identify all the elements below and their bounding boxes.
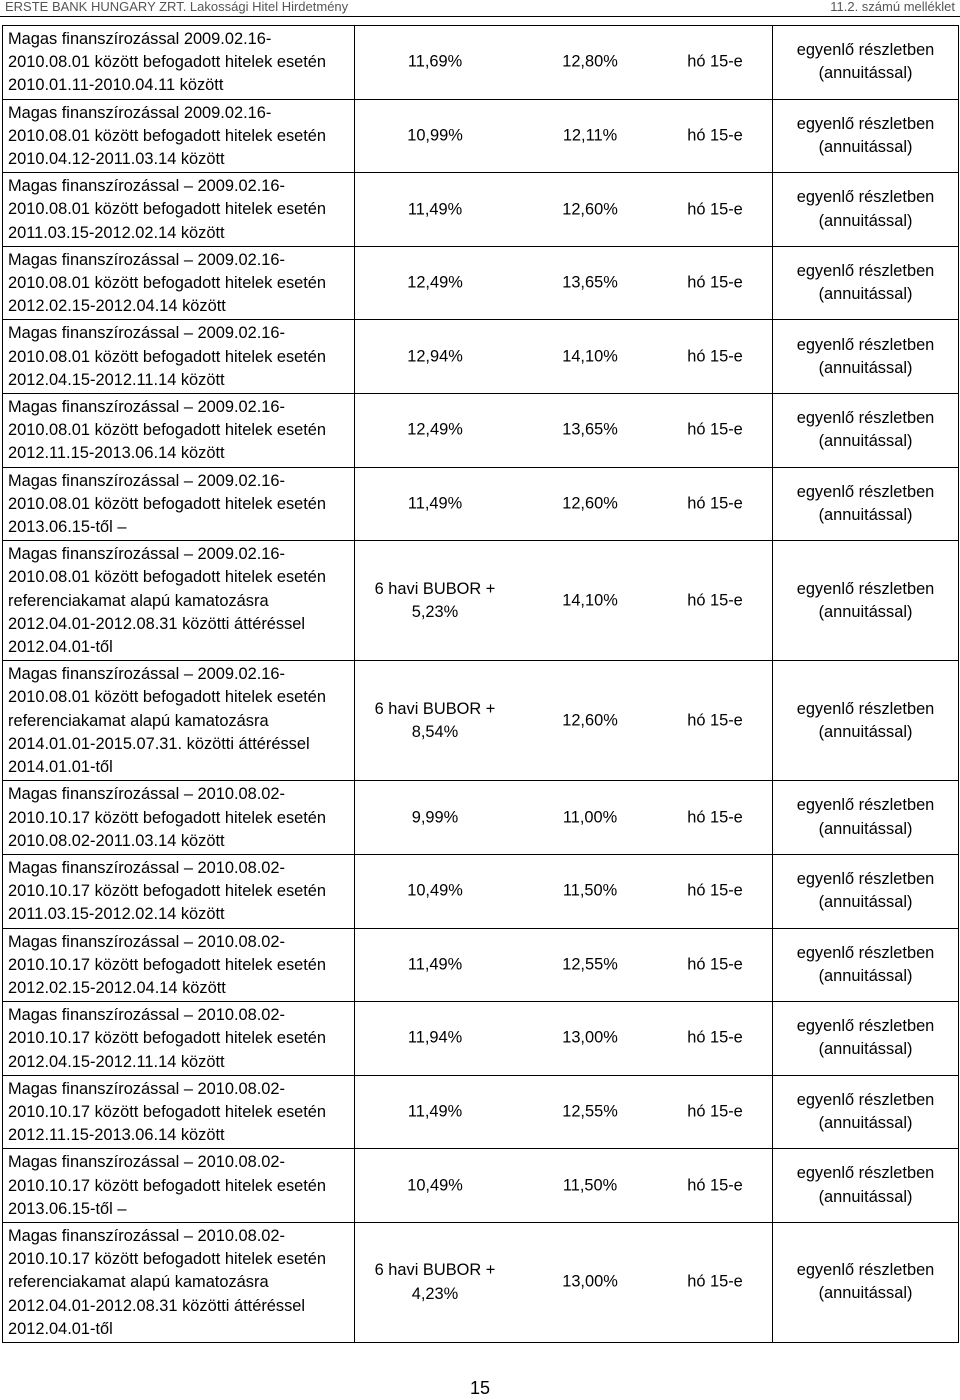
loan-condition-cell [3,661,355,781]
rate-values-cell [355,1075,773,1149]
repayment-method-line: egyenlő részletben [796,261,935,280]
due-day: hó 15-e [687,881,743,900]
repayment-method-line: (annuitással) [818,1284,913,1303]
rate-values-cell [355,394,773,468]
apr-value: 12,11% [562,126,618,145]
loan-condition-line: 2014.01.01-2015.07.31. közötti áttéréssel [8,734,310,753]
loan-condition-line: 2012.02.15-2012.04.14 között [8,978,226,997]
apr-value: 11,00% [562,807,618,826]
due-day: hó 15-e [687,807,743,826]
loan-condition-line: Magas finanszírozással – 2009.02.16- [8,398,285,417]
loan-condition-line: 2014.01.01-től [8,758,113,777]
loan-condition-line: 2010.08.01 között befogadott hitelek esetén [8,53,327,72]
repayment-method-cell [773,1222,959,1342]
loan-condition-cell [3,99,355,173]
apr-value: 11,50% [562,1176,618,1195]
interest-rate [355,806,515,829]
repayment-method-line: (annuitással) [818,1187,913,1206]
loan-condition-line: Magas finanszírozással – 2009.02.16- [8,177,285,196]
repayment-method-cell [773,1002,959,1076]
loan-condition-line: Magas finanszírozással 2009.02.16- [8,103,272,122]
repayment-method-line: (annuitással) [818,285,913,304]
rate-values-cell [355,661,773,781]
loan-condition-line: Magas finanszírozással – 2009.02.16- [8,471,285,490]
loan-condition-line: Magas finanszírozással 2009.02.16- [8,30,272,48]
loan-condition-line: 2010.08.01 között befogadott hitelek esetén [8,568,327,587]
interest-rate-line: 11,49% [407,1102,463,1121]
loan-condition-line: 2012.02.15-2012.04.14 között [8,297,226,316]
repayment-method-line: egyenlő részletben [796,114,935,133]
loan-condition-line: 2011.03.15-2012.02.14 között [8,223,225,242]
loan-condition-line: 2010.10.17 között befogadott hitelek esetén [8,808,327,827]
apr-value: 12,60% [562,494,618,513]
rate-values-cell [355,1002,773,1076]
interest-rate-table [2,25,959,1343]
repayment-method-cell [773,246,959,320]
rate-values-cell [355,1222,773,1342]
due-day: hó 15-e [687,126,743,145]
loan-condition-line: 2011.03.15-2012.02.14 között [8,905,225,924]
loan-condition-line: referenciakamat alapú kamatozásra [8,711,269,730]
loan-condition-line: 2010.10.17 között befogadott hitelek esetén [8,882,327,901]
repayment-method-line: (annuitással) [818,358,913,377]
apr-value: 11,50% [562,881,618,900]
due-day: hó 15-e [687,955,743,974]
repayment-method-cell [773,394,959,468]
apr-value: 12,60% [562,199,618,218]
repayment-method-line: egyenlő részletben [796,1090,935,1109]
repayment-method-line: egyenlő részletben [796,409,935,428]
repayment-method-cell [773,661,959,781]
apr-value: 12,60% [562,711,618,730]
repayment-method-cell [773,541,959,661]
header-annex-label: 11.2. számú melléklet [830,0,955,14]
loan-condition-line: Magas finanszírozással – 2010.08.02- [8,1226,285,1245]
repayment-method-cell [773,467,959,541]
rate-values-cell [355,467,773,541]
table-row [3,928,959,1002]
rate-values-cell [355,26,773,100]
repayment-method-cell [773,1075,959,1149]
loan-condition-line: 2012.04.15-2012.11.14 között [8,1052,225,1071]
due-day: hó 15-e [687,1028,743,1047]
due-day: hó 15-e [687,347,743,366]
repayment-method-line: (annuitással) [818,211,913,230]
interest-rate-line: 10,99% [407,126,463,145]
repayment-method-line: egyenlő részletben [796,699,935,718]
repayment-method-line: egyenlő részletben [796,335,935,354]
loan-condition-line: 2012.11.15-2013.06.14 között [8,444,225,463]
interest-rate-line: 11,49% [407,494,463,513]
table-row [3,246,959,320]
loan-condition-line: referenciakamat alapú kamatozásra [8,1273,269,1292]
apr-value: 13,00% [562,1272,618,1291]
repayment-method-cell [773,173,959,247]
due-day: hó 15-e [687,199,743,218]
repayment-method-cell [773,781,959,855]
loan-condition-line: Magas finanszírozással – 2009.02.16- [8,250,285,269]
repayment-method-line: egyenlő részletben [796,41,935,60]
due-day: hó 15-e [687,591,743,610]
interest-rate-line: 10,49% [407,881,463,900]
repayment-method-line: (annuitással) [818,64,913,83]
interest-rate-line: 6 havi BUBOR + [374,699,496,718]
interest-rate-line: 6 havi BUBOR + [374,1261,496,1280]
loan-condition-line: Magas finanszírozással – 2010.08.02- [8,1006,285,1025]
loan-condition-cell [3,854,355,928]
loan-condition-line: 2010.08.01 között befogadott hitelek esetén [8,421,327,440]
loan-condition-line: Magas finanszírozással – 2009.02.16- [8,324,285,343]
repayment-method-line: egyenlő részletben [796,188,935,207]
due-day: hó 15-e [687,1272,743,1291]
loan-condition-line: 2010.08.01 között befogadott hitelek esetén [8,126,327,145]
interest-rate [355,1174,515,1197]
interest-rate-line: 11,69% [407,52,463,71]
loan-condition-cell [3,1002,355,1076]
loan-condition-cell [3,781,355,855]
repayment-method-cell [773,99,959,173]
repayment-method-line: (annuitással) [818,1114,913,1133]
loan-condition-cell [3,246,355,320]
interest-rate-line: 11,94% [407,1028,463,1047]
loan-condition-line: 2012.04.01-2012.08.31 közötti áttéréssel [8,614,306,633]
loan-condition-line: 2012.11.15-2013.06.14 között [8,1126,225,1145]
interest-rate-line: 9,99% [411,807,459,826]
repayment-method-line: (annuitással) [818,602,913,621]
apr-value: 13,65% [562,273,618,292]
loan-condition-cell [3,467,355,541]
repayment-method-cell [773,928,959,1002]
loan-condition-cell [3,26,355,100]
table-row [3,1222,959,1342]
loan-condition-cell [3,173,355,247]
rate-values-cell [355,541,773,661]
rate-values-cell [355,1149,773,1223]
interest-rate [355,198,515,221]
table-row [3,173,959,247]
rate-values-cell [355,246,773,320]
repayment-method-cell [773,1149,959,1223]
loan-condition-line: 2012.04.01-től [8,1319,113,1338]
repayment-method-cell [773,320,959,394]
table-row [3,781,959,855]
loan-condition-line: 2013.06.15-től – [8,1199,127,1218]
rate-values-cell [355,781,773,855]
loan-condition-line: 2010.10.17 között befogadott hitelek esetén [8,1176,327,1195]
repayment-method-line: (annuitással) [818,893,913,912]
interest-rate-line: 4,23% [411,1284,459,1303]
interest-rate [355,124,515,147]
interest-rate [355,345,515,368]
repayment-method-line: egyenlő részletben [796,1164,935,1183]
loan-condition-line: 2010.08.01 között befogadott hitelek esetén [8,274,327,293]
apr-value: 14,10% [562,347,618,366]
loan-condition-cell [3,1222,355,1342]
interest-rate [355,1100,515,1123]
rate-values-cell [355,173,773,247]
interest-rate [355,51,515,74]
loan-condition-line: 2010.10.17 között befogadott hitelek esetén [8,955,327,974]
repayment-method-line: (annuitással) [818,1040,913,1059]
loan-condition-line: Magas finanszírozással – 2010.08.02- [8,1153,285,1172]
loan-condition-line: Magas finanszírozással – 2010.08.02- [8,932,285,951]
repayment-method-line: (annuitással) [818,137,913,156]
loan-condition-line: 2013.06.15-től – [8,518,127,537]
table-row [3,99,959,173]
due-day: hó 15-e [687,1176,743,1195]
interest-rate [355,578,515,624]
due-day: hó 15-e [687,273,743,292]
interest-rate [355,492,515,515]
loan-condition-line: 2010.01.11-2010.04.11 között [8,76,224,95]
loan-condition-cell [3,928,355,1002]
apr-value: 12,55% [562,955,618,974]
page-number: 15 [469,1378,491,1398]
interest-rate [355,1027,515,1050]
loan-condition-line: referenciakamat alapú kamatozásra [8,591,269,610]
repayment-method-line: egyenlő részletben [796,943,935,962]
page-header [0,0,960,17]
due-day: hó 15-e [687,420,743,439]
interest-rate-line: 11,49% [407,199,463,218]
repayment-method-line: egyenlő részletben [796,870,935,888]
loan-condition-cell [3,1149,355,1223]
repayment-method-line: egyenlő részletben [796,579,935,598]
interest-rate [355,419,515,442]
repayment-method-line: egyenlő részletben [796,796,935,815]
apr-value: 12,80% [562,52,618,71]
repayment-method-cell [773,854,959,928]
due-day: hó 15-e [687,1102,743,1121]
interest-rate-line: 8,54% [411,722,459,741]
loan-condition-line: 2010.10.17 között befogadott hitelek esetén [8,1250,327,1269]
table-row [3,661,959,781]
table-row [3,320,959,394]
header-bank-title: ERSTE BANK HUNGARY ZRT. Lakossági Hitel Hirdetmény [5,0,349,14]
loan-condition-line: 2010.08.01 között befogadott hitelek esetén [8,347,327,366]
due-day: hó 15-e [687,52,743,71]
due-day: hó 15-e [687,711,743,730]
apr-value: 12,55% [562,1102,618,1121]
rate-values-cell [355,854,773,928]
repayment-method-line: egyenlő részletben [796,1261,935,1280]
repayment-method-line: (annuitással) [818,966,913,985]
interest-rate-table-body [3,26,959,1343]
table-row [3,1149,959,1223]
loan-condition-cell [3,541,355,661]
table-row [3,541,959,661]
interest-rate-line: 6 havi BUBOR + [374,579,496,598]
table-row [3,467,959,541]
apr-value: 13,65% [562,420,618,439]
loan-condition-line: 2010.10.17 között befogadott hitelek esetén [8,1029,327,1048]
loan-condition-line: 2010.10.17 között befogadott hitelek esetén [8,1102,327,1121]
loan-condition-line: Magas finanszírozással – 2010.08.02- [8,1079,285,1098]
loan-condition-line: 2012.04.01-től [8,638,113,657]
interest-rate [355,698,515,744]
interest-rate-line: 12,94% [407,347,463,366]
loan-condition-line: 2010.08.01 között befogadott hitelek esetén [8,494,327,513]
interest-rate [355,1259,515,1305]
interest-rate-line: 12,49% [407,420,463,439]
repayment-method-cell [773,26,959,100]
apr-value: 14,10% [562,591,618,610]
loan-condition-cell [3,394,355,468]
rate-values-cell [355,99,773,173]
loan-condition-cell [3,1075,355,1149]
interest-rate [355,272,515,295]
table-row [3,26,959,100]
repayment-method-line: (annuitással) [818,432,913,451]
rate-values-cell [355,928,773,1002]
loan-condition-line: Magas finanszírozással – 2009.02.16- [8,545,285,564]
loan-condition-line: Magas finanszírozással – 2009.02.16- [8,665,285,684]
repayment-method-line: (annuitással) [818,819,913,838]
apr-value: 13,00% [562,1028,618,1047]
loan-condition-line: 2010.04.12-2011.03.14 között [8,150,225,169]
table-row [3,1075,959,1149]
due-day: hó 15-e [687,494,743,513]
loan-condition-line: 2010.08.01 között befogadott hitelek esetén [8,200,327,219]
repayment-method-line: egyenlő részletben [796,482,935,501]
repayment-method-line: (annuitással) [818,505,913,524]
loan-condition-line: Magas finanszírozással – 2010.08.02- [8,858,285,877]
loan-condition-line: 2012.04.01-2012.08.31 közötti áttéréssel [8,1296,306,1315]
loan-condition-line: 2012.04.15-2012.11.14 között [8,370,225,389]
loan-condition-line: Magas finanszírozással – 2010.08.02- [8,785,285,804]
interest-rate [355,880,515,903]
interest-rate-line: 10,49% [407,1176,463,1195]
loan-condition-cell [3,320,355,394]
repayment-method-line: (annuitással) [818,722,913,741]
interest-rate-line: 12,49% [407,273,463,292]
table-row [3,394,959,468]
interest-rate-line: 5,23% [411,602,459,621]
loan-condition-line: 2010.08.01 között befogadott hitelek esetén [8,688,327,707]
table-row [3,1002,959,1076]
rate-values-cell [355,320,773,394]
loan-condition-line: 2010.08.02-2011.03.14 között [8,831,225,850]
interest-rate [355,953,515,976]
repayment-method-line: egyenlő részletben [796,1017,935,1036]
interest-rate-line: 11,49% [407,955,463,974]
table-row [3,854,959,928]
